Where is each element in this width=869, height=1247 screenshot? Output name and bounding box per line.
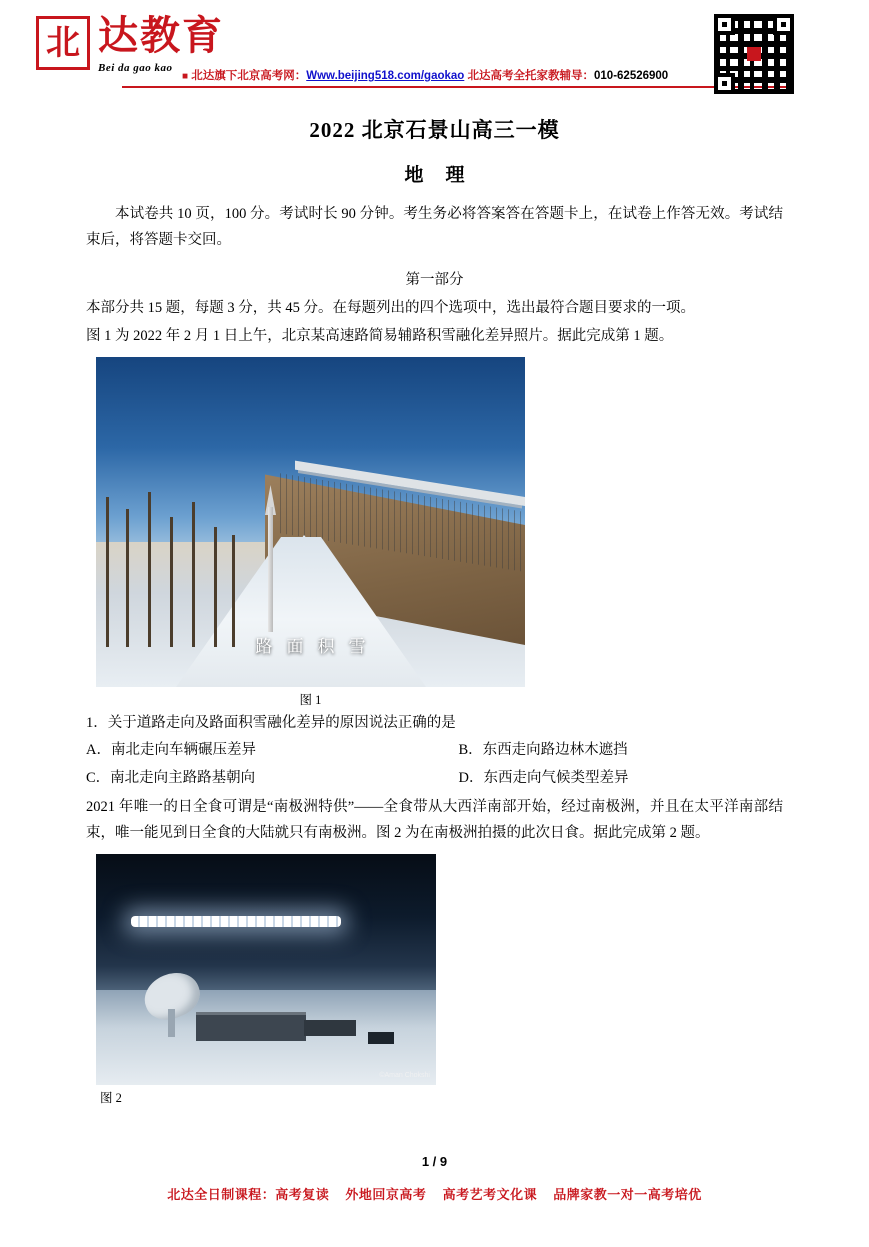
question-1-stem-intro: 图 1 为 2022 年 2 月 1 日上午，北京某高速路简易辅路积雪融化差异照片。据此完成第 1 题。 — [86, 328, 674, 344]
figure-2-block — [86, 854, 783, 1106]
figure-2-credit: ©Aman Chokshi — [379, 1072, 430, 1079]
logo-pinyin: Bei da gao kao — [98, 62, 173, 74]
exam-instructions: 本试卷共 10 页，100 分。考试时长 90 分钟。考生务必将答案答在答题卡上，在试卷上作答无效。考试结束后，将答题卡交回。 — [86, 206, 783, 248]
eclipse-light-streak — [131, 916, 341, 927]
footer-links — [0, 1184, 869, 1203]
question-1-body: 关于道路走向及路面积雪融化差异的原因说法正确的是 — [107, 715, 456, 731]
question-1-number: 1． — [86, 715, 108, 731]
qr-code-icon[interactable] — [714, 14, 794, 94]
page-number: 1 / 9 — [421, 1154, 448, 1169]
tree-group-icon — [96, 477, 246, 647]
figure-1-caption: 图 1 — [299, 693, 322, 707]
question-1-options-row-2 — [86, 764, 783, 792]
page-header — [46, 0, 783, 96]
figure-2-image — [96, 854, 436, 1085]
figure-1-image — [96, 357, 525, 687]
header-site-label: 北达旗下北京高考网： — [191, 70, 307, 82]
option-b[interactable]: B．东西走向路边林木遮挡 — [458, 742, 628, 758]
option-a[interactable]: A．南北走向车辆碾压差异 — [86, 742, 256, 758]
logo-mark-text: 北 — [46, 23, 80, 63]
figure-1-block — [86, 357, 783, 708]
header-divider — [122, 86, 786, 88]
header-tutor-label: 北达高考全托家教辅导： — [467, 70, 595, 82]
question-2-stem-intro: 2021 年唯一的日全食可谓是“南极洲特供”——全食带从大西洋南部开始，经过南极洲，并且在太平洋南部结束，唯一能见到日全食的大陆就只有南极洲。图 2 为在南极洲拍摄的此次日食。据此完成第 2 题。 — [86, 799, 783, 841]
logo-chinese-name: 达教育 — [98, 12, 224, 59]
figure-2-caption: 图 2 — [100, 1091, 122, 1105]
footer-link-4[interactable]: 品牌家教一对一高考培优 — [553, 1187, 702, 1202]
subject-title: 地理 — [404, 165, 487, 186]
footer-link-3[interactable]: 高考艺考文化课 — [442, 1187, 538, 1202]
option-c[interactable]: C．南北走向主路路基朝向 — [86, 770, 256, 786]
section-heading: 第一部分 — [405, 272, 464, 288]
logo-mark-icon — [36, 16, 90, 70]
question-1-options-row-1 — [86, 736, 783, 764]
header-contact-info — [182, 67, 668, 83]
question-1-text — [86, 710, 783, 736]
footer-link-1[interactable]: 北达全日制课程：高考复读 — [167, 1187, 330, 1202]
page-title: 2022 北京石景山高三一模 — [309, 118, 560, 142]
figure-1-overlay-text: 路面积雪 — [255, 637, 380, 657]
brand-logo — [36, 14, 224, 74]
header-site-link[interactable]: Www.beijing518.com/gaokao — [306, 70, 465, 82]
option-d[interactable]: D．东西走向气候类型差异 — [458, 770, 629, 786]
square-bullet-icon: ■ — [182, 71, 189, 82]
logo-text-group — [98, 14, 224, 74]
section-description: 本部分共 15 题，每题 3 分，共 45 分。在每题列出的四个选项中，选出最符合题目要求的一项。 — [86, 300, 695, 316]
footer-link-2[interactable]: 外地回京高考 — [345, 1187, 427, 1202]
header-phone: 010-62526900 — [594, 70, 669, 82]
